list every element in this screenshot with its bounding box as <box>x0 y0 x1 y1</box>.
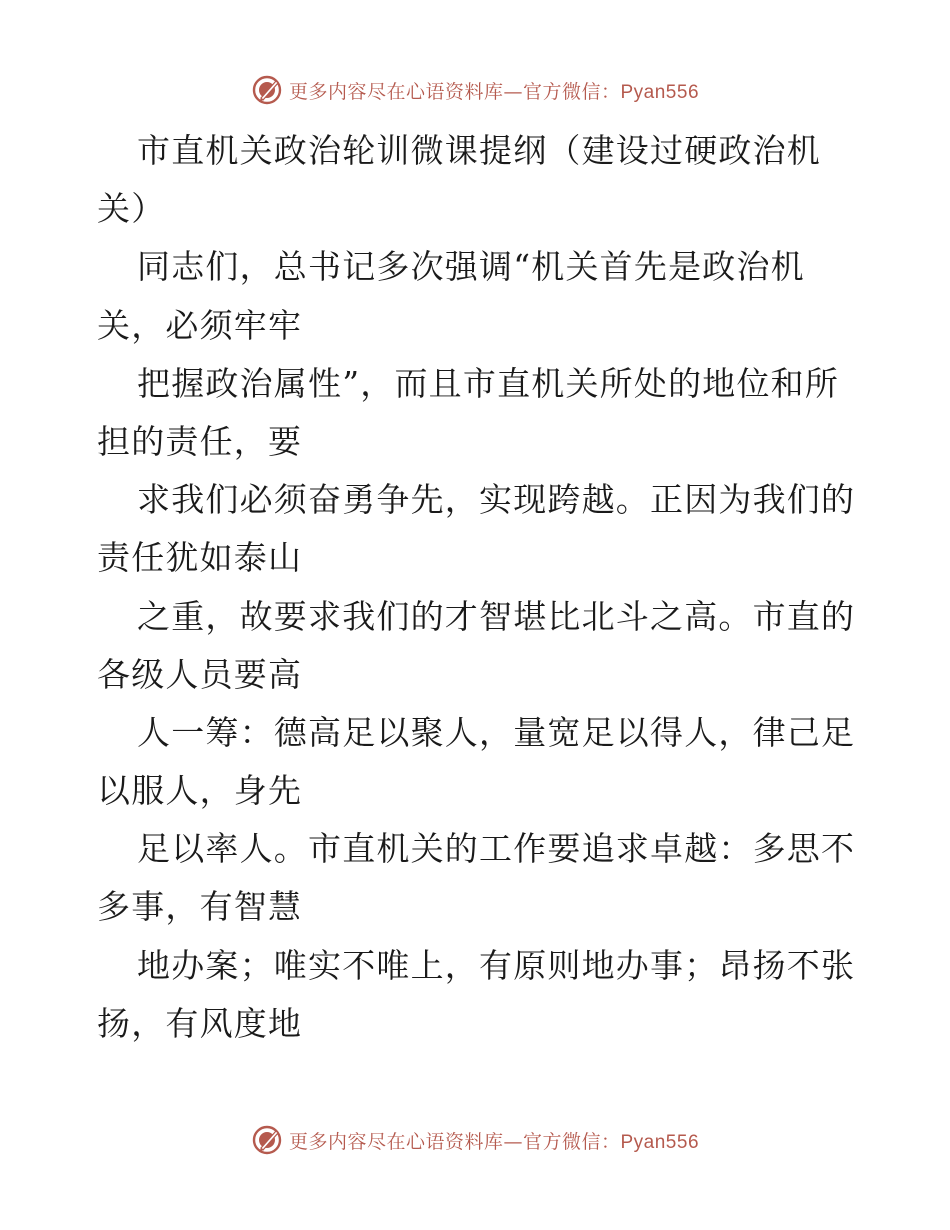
text-line: 多事，有智慧 <box>97 887 303 927</box>
banner-text: 更多内容尽在心语资料库—官方微信：Pyan556 <box>288 80 700 103</box>
text-line: 人一筹：德高足以聚人，量宽足以得人，律己足 <box>137 712 856 752</box>
text-line: 关，必须牢牢 <box>97 305 303 345</box>
text-line: 足以率人。市直机关的工作要追求卓越：多思不 <box>137 829 856 869</box>
banner-text: 更多内容尽在心语资料库—官方微信：Pyan556 <box>288 1130 700 1153</box>
wechat-id: Pyan556 <box>620 1131 700 1153</box>
wechat-id: Pyan556 <box>620 81 700 103</box>
text-line: 扬，有风度地 <box>97 1003 303 1043</box>
text-line: 地办案；唯实不唯上，有原则地办事；昂扬不张 <box>137 945 856 985</box>
text-line: 市直机关政治轮训微课提纲（建设过硬政治机 <box>137 131 821 170</box>
text-line: 以服人，身先 <box>97 771 303 811</box>
text-line: 责任犹如泰山 <box>97 538 303 578</box>
header-banner <box>0 70 950 110</box>
text-line: 各级人员要高 <box>97 654 303 694</box>
quill-seal-icon <box>251 74 283 106</box>
text-line: 之重，故要求我们的才智堪比北斗之高。市直的 <box>137 596 856 636</box>
text-line: 关） <box>97 189 166 229</box>
text-line: 同志们，总书记多次强调“机关首先是政治机 <box>137 247 805 287</box>
text-line: 把握政治属性”，而且市直机关所处的地位和所 <box>137 363 840 403</box>
text-line: 担的责任，要 <box>97 421 303 461</box>
document-body <box>97 122 857 1053</box>
quill-seal-icon <box>251 1124 283 1156</box>
footer-banner <box>0 1120 950 1160</box>
text-line: 求我们必须奋勇争先，实现跨越。正因为我们的 <box>137 480 856 520</box>
